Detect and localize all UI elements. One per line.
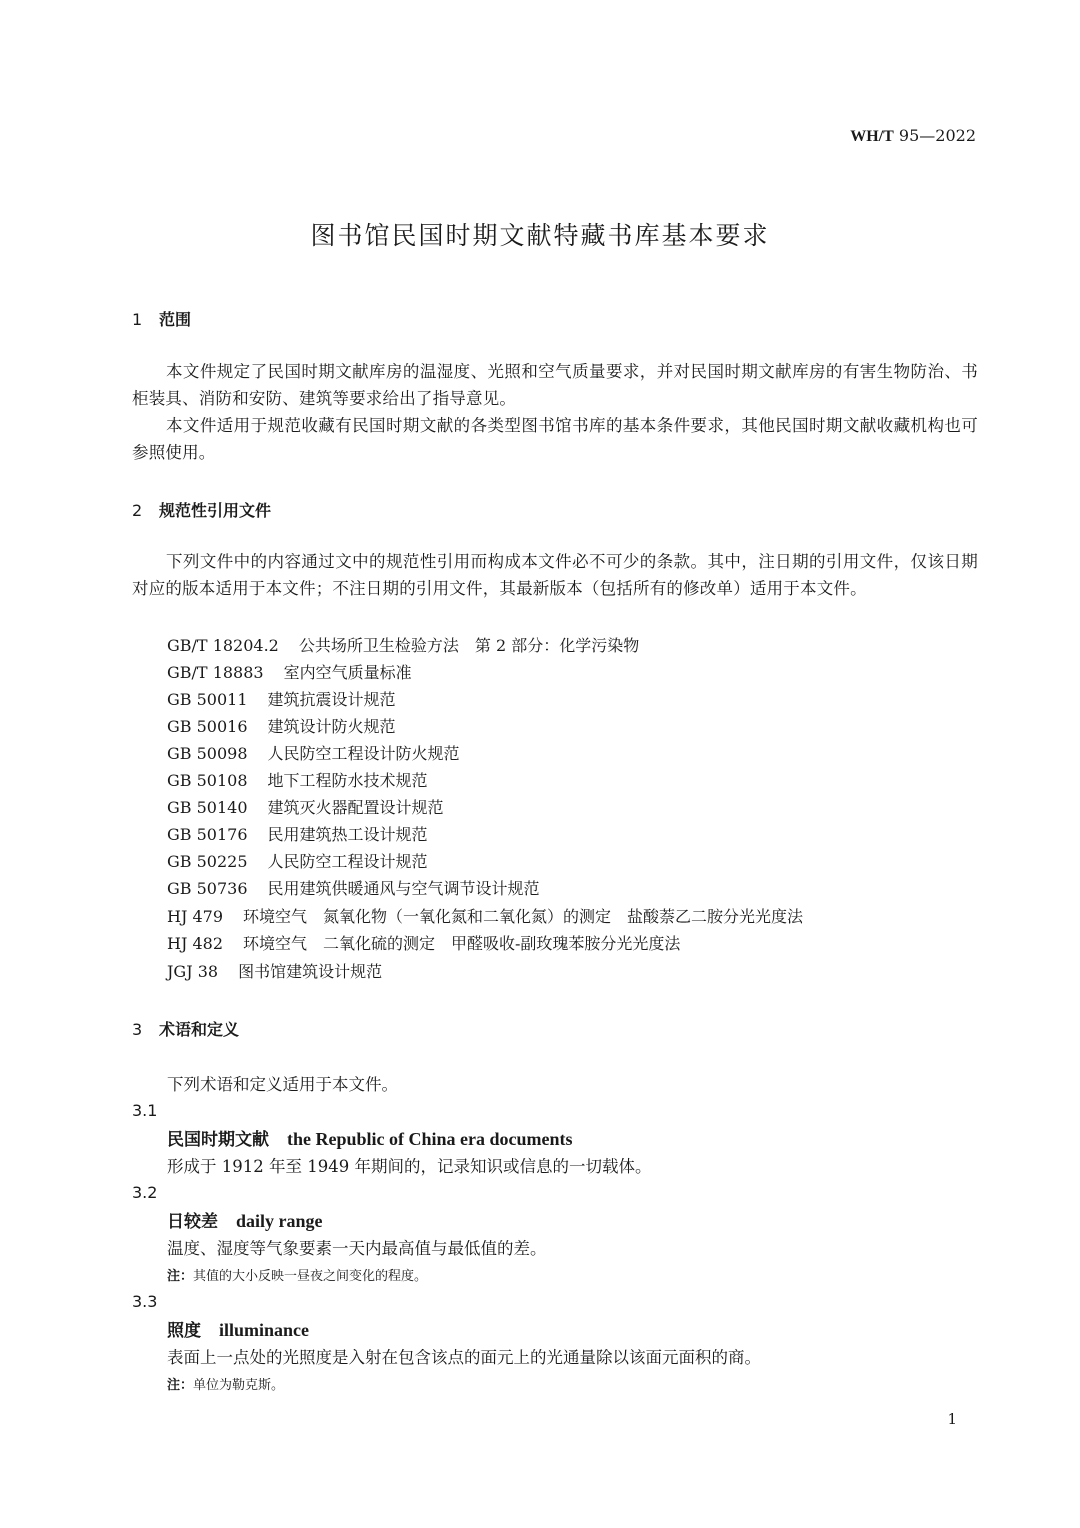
term-heading	[167, 1125, 573, 1150]
reference-item	[167, 632, 639, 659]
reference-title: 室内空气质量标准	[283, 663, 412, 682]
reference-item	[167, 659, 412, 686]
reference-title: 人民防空工程设计规范	[267, 852, 428, 871]
term-definition: 表面上一点处的光照度是入射在包含该点的面元上的光通量除以该面元面积的商。	[167, 1348, 761, 1367]
term-heading	[167, 1316, 309, 1341]
reference-code: GB/T 18883	[167, 663, 264, 682]
term-number: 3.2	[132, 1183, 158, 1202]
term-number: 3.3	[132, 1292, 158, 1311]
term-heading	[167, 1207, 323, 1232]
section-title: 术语和定义	[159, 1020, 240, 1039]
reference-code: GB 50011	[167, 690, 248, 709]
term-definition: 温度、湿度等气象要素一天内最高值与最低值的差。	[167, 1239, 547, 1258]
reference-item	[167, 713, 396, 740]
section-1-paragraph-2: 本文件适用于规范收藏有民国时期文献的各类型图书馆书库的基本条件要求，其他民国时期文献收藏机构也可参照使用。	[132, 416, 978, 462]
reference-title: 环境空气 氮氧化物（一氧化氮和二氧化氮）的测定 盐酸萘乙二胺分光光度法	[243, 907, 804, 926]
reference-item	[167, 958, 382, 985]
section-number: 1	[132, 310, 143, 329]
standard-code-suffix: 95—2022	[893, 126, 976, 145]
reference-title: 建筑设计防火规范	[267, 717, 396, 736]
reference-item	[167, 686, 396, 713]
term-note	[167, 1374, 284, 1393]
reference-item	[167, 903, 803, 930]
term-en: illuminance	[219, 1320, 310, 1340]
reference-title: 地下工程防水技术规范	[267, 771, 428, 790]
section-3-intro: 下列术语和定义适用于本文件。	[167, 1075, 398, 1094]
term-zh: 日较差	[167, 1212, 218, 1232]
reference-title: 环境空气 二氧化硫的测定 甲醛吸收-副玫瑰苯胺分光光度法	[243, 934, 681, 953]
reference-item	[167, 930, 680, 957]
term-number: 3.1	[132, 1101, 158, 1120]
reference-code: GB 50098	[167, 744, 248, 763]
reference-code: GB 50736	[167, 879, 248, 898]
reference-item	[167, 821, 428, 848]
reference-code: JGJ 38	[167, 962, 219, 981]
term-en: daily range	[236, 1211, 323, 1231]
term-definition: 形成于 1912 年至 1949 年期间的，记录知识或信息的一切载体。	[167, 1157, 652, 1176]
reference-title: 公共场所卫生检验方法 第 2 部分：化学污染物	[298, 636, 640, 655]
reference-code: GB 50176	[167, 825, 248, 844]
section-1-heading	[132, 307, 191, 330]
term-en: the Republic of China era documents	[287, 1129, 573, 1149]
term-note	[167, 1265, 427, 1284]
note-text: 单位为勒克斯。	[193, 1378, 285, 1393]
reference-title: 建筑抗震设计规范	[267, 690, 396, 709]
reference-title: 人民防空工程设计防火规范	[267, 744, 460, 763]
section-number: 2	[132, 501, 143, 520]
reference-item	[167, 794, 444, 821]
section-title: 规范性引用文件	[159, 501, 272, 520]
note-text: 其值的大小反映一昼夜之间变化的程度。	[193, 1269, 428, 1284]
document-title: 图书馆民国时期文献特藏书库基本要求	[310, 221, 770, 250]
term-zh: 照度	[167, 1321, 201, 1341]
note-label: 注：	[167, 1269, 194, 1284]
reference-item	[167, 740, 460, 767]
reference-code: GB 50016	[167, 717, 248, 736]
page-number: 1	[947, 1410, 957, 1428]
standard-code	[850, 126, 976, 146]
reference-title: 民用建筑热工设计规范	[267, 825, 428, 844]
standard-code-prefix: WH/T	[850, 128, 894, 145]
note-label: 注：	[167, 1378, 194, 1393]
reference-item	[167, 875, 540, 902]
reference-item	[167, 767, 428, 794]
reference-title: 建筑灭火器配置设计规范	[267, 798, 444, 817]
reference-code: HJ 479	[167, 907, 223, 926]
term-zh: 民国时期文献	[167, 1130, 269, 1150]
reference-code: GB 50225	[167, 852, 248, 871]
section-2-heading	[132, 498, 271, 521]
reference-title: 民用建筑供暖通风与空气调节设计规范	[267, 879, 540, 898]
section-3-heading	[132, 1017, 239, 1040]
section-1-paragraph-1: 本文件规定了民国时期文献库房的温湿度、光照和空气质量要求，并对民国时期文献库房的有害生物防治、书柜装具、消防和安防、建筑等要求给出了指导意见。	[132, 362, 978, 408]
section-title: 范围	[159, 310, 192, 329]
reference-code: GB/T 18204.2	[167, 636, 279, 655]
reference-code: GB 50140	[167, 798, 248, 817]
reference-code: HJ 482	[167, 934, 223, 953]
section-2-intro: 下列文件中的内容通过文中的规范性引用而构成本文件必不可少的条款。其中，注日期的引用文件，仅该日期对应的版本适用于本文件；不注日期的引用文件，其最新版本（包括所有的修改单）适用于本文件。	[132, 552, 978, 598]
reference-title: 图书馆建筑设计规范	[238, 962, 383, 981]
section-number: 3	[132, 1020, 143, 1039]
reference-item	[167, 848, 428, 875]
reference-code: GB 50108	[167, 771, 248, 790]
